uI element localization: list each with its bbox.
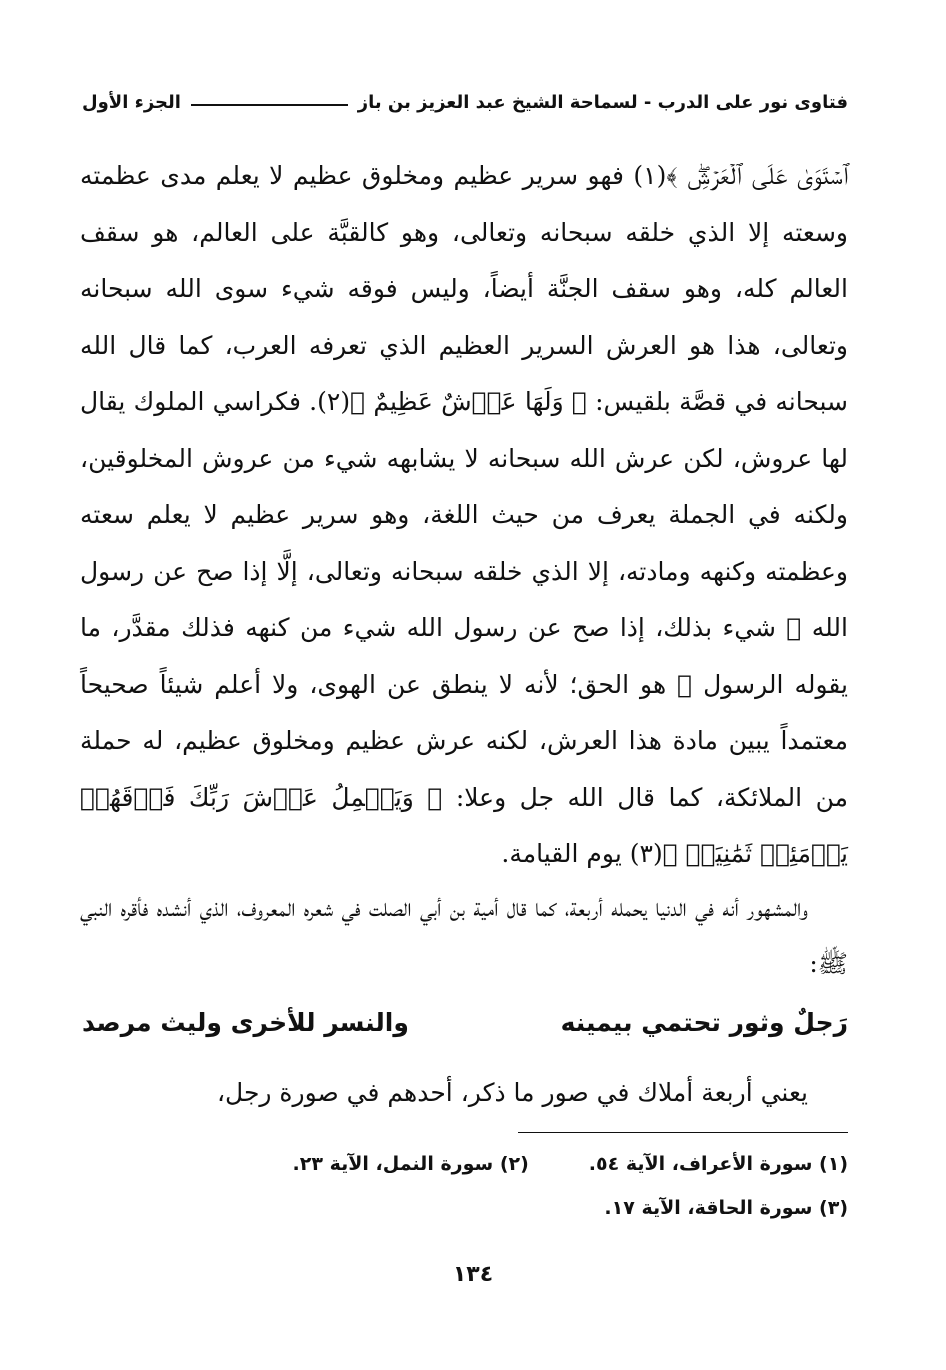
footnote-row: [82, 1142, 848, 1186]
running-header: [82, 92, 848, 113]
main-text-end: [80, 1068, 848, 1118]
page-number: ١٣٤: [452, 1262, 494, 1287]
footnote-row: [82, 1186, 848, 1230]
main-text: [80, 148, 848, 883]
verse-second-hemistich: والنسر للأخرى وليث مرصد: [82, 1008, 409, 1037]
verse-first-hemistich: رَجلٌ وثور تحتمي بيمينه: [560, 1008, 848, 1037]
paragraph-3: يعني أربعة أملاك في صور ما ذكر، أحدهم في صورة رجل،: [216, 1078, 808, 1107]
paragraph-1: ﭐﺳۡﺘَﻮَﻯٰ ﻋَﻠَﻰ ﭐﻟۡﻌَﺮۡﺵِۖ ﴾(١) فهو سرير عظيم ومخلوق عظيم لا يعلم مدى عظمته وسعته إلا الذي خلقه سبحانه وتعالى، وهو كالقبَّة على العالم، هو سقف العالم كله، وهو سقف الجنَّة أيضاً، وليس فوقه شيء سوى الله سبحانه وتعالى، هذا هو العرش السرير العظيم الذي تعرفه العرب، كما قال الله سبحانه في قصَّة بلقيس: ﴿ وَلَهَا عَرۡشٌ عَظِيمٌ ﴾(٢). فكراسي الملوك يقال لها عروش، لكن عرش الله سبحانه لا يشابهه شيء من عروش المخلوقين، ولكنه في الجملة يعرف من حيث اللغة، وهو سرير عظيم لا يعلم سعته وعظمته وكنهه ومادته، إلا الذي خلقه سبحانه وتعالى، إلَّا إذا صح عن رسول الله ﷺ شيء بذلك، إذا صح عن رسول الله شيء من كنهه فذلك مقدَّر، ما يقوله الرسول ﷺ هو الحق؛ لأنه لا ينطق عن الهوى، ولا أعلم شيئاً صحيحاً معتمداً يبين مادة هذا العرش، لكنه عرش عظيم ومخلوق عظيم، له حملة من الملائكة، كما قال الله جل وعلا: ﴿ وَيَحۡمِلُ عَرۡشَ رَبِّكَ فَوۡقَهُمۡ يَوۡمَئِذٖ ثَمَٰنِيَةٞ ﴾(٣) يوم القيامة.: [80, 161, 848, 868]
footnotes: [82, 1142, 848, 1230]
poem-verse: [82, 1008, 848, 1037]
footnote-1: (١) سورة الأعراف، الآية ٥٤.: [588, 1153, 848, 1175]
footnote-2: (٢) سورة النمل، الآية ٢٣.: [292, 1153, 529, 1175]
main-text-continued: [80, 880, 848, 992]
footnote-separator: [518, 1132, 848, 1133]
footnote-3: (٣) سورة الحاقة، الآية ١٧.: [604, 1197, 848, 1219]
book-title: فتاوى نور على الدرب - لسماحة الشيخ عبد العزيز بن باز: [357, 92, 848, 113]
header-rule: [191, 104, 348, 106]
paragraph-2: والمشهور أنه في الدنيا يحمله أربعة، كما قال أمية بن أبي الصلت في شعره المعروف، الذي أنشده فأقره النبي ﷺ:: [80, 893, 848, 978]
volume-label: الجزء الأول: [82, 92, 181, 113]
